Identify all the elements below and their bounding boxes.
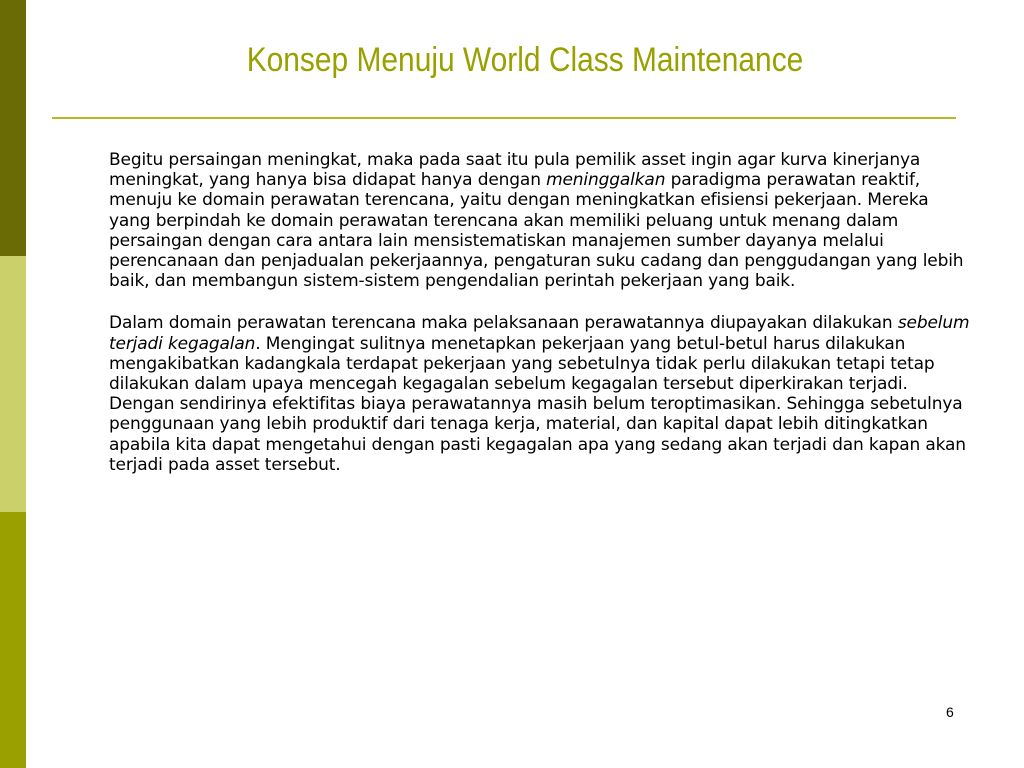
paragraph-1 — [109, 150, 974, 291]
sidebar-top-band — [0, 0, 26, 256]
paragraph-2-italic: sebelum terjadi kegagalan — [109, 313, 970, 354]
sidebar-bottom-band — [0, 512, 26, 768]
paragraph-2-text-end: . Mengingat sulitnya menetapkan pekerjaan yang betul-betul harus dilakukan mengakibatkan kadangkala terdapat pekerjaan yang sebetulnya tidak perlu dilakukan tetapi tetap dilakukan dalam upaya mencegah kegagalan sebelum kegagalan tersebut diperkirakan terjadi. Dengan sendirinya efektifitas biaya perawatannya masih belum teroptimasikan. Sehingga sebetulnya penggunaan yang lebih produktif dari tenaga kerja, material, dan kapital dapat lebih ditingkatkan apabila kita dapat mengetahui dengan pasti kegagalan apa yang sedang akan terjadi dan kapan akan terjadi pada asset tersebut. — [109, 333, 966, 475]
paragraph-1-text-start: Begitu persaingan meningkat, maka pada saat itu pula pemilik asset ingin agar kurva kinerjanya meningkat, yang hanya bisa didapat hanya dengan — [109, 150, 921, 191]
slide-title: Konsep Menuju World Class Maintenance — [246, 41, 804, 79]
sidebar-middle-band — [0, 256, 26, 512]
slide-body — [109, 150, 974, 497]
page-number: 6 — [946, 704, 954, 720]
paragraph-2-text-start: Dalam domain perawatan terencana maka pelaksanaan perawatannya diupayakan dilakukan — [109, 313, 898, 334]
title-divider — [52, 117, 956, 119]
paragraph-1-text-end: paradigma perawatan reaktif, menuju ke domain perawatan terencana, yaitu dengan meningkatkan efisiensi pekerjaan. Mereka yang berpindah ke domain perawatan terencana akan memiliki peluang untuk menang dalam persaingan dengan cara antara lain mensistematiskan manajemen sumber dayanya melalui perencanaan dan penjadualan pekerjaannya, pengaturan suku cadang dan penggudangan yang lebih baik, dan membangun sistem-sistem pengendalian perintah pekerjaan yang baik. — [109, 170, 964, 292]
paragraph-2 — [109, 313, 974, 475]
paragraph-1-italic: meninggalkan — [546, 170, 666, 191]
